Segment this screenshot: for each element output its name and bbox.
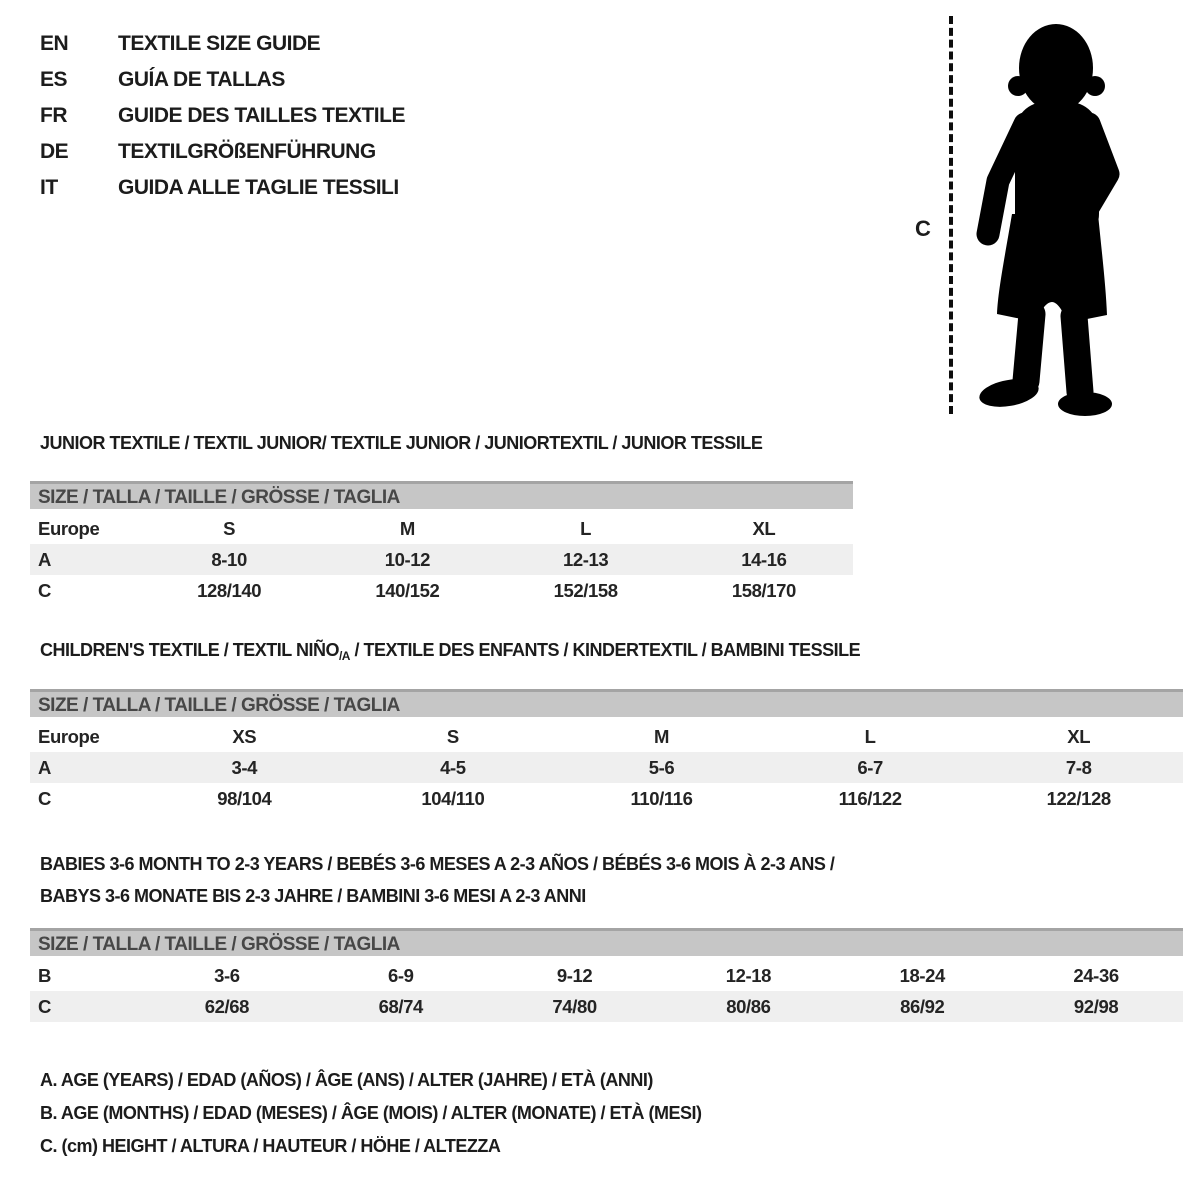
table-cell: 18-24 bbox=[899, 965, 945, 986]
table-cell: 68/74 bbox=[378, 996, 423, 1017]
table-row bbox=[30, 721, 1183, 752]
table-cell: 62/68 bbox=[204, 996, 250, 1017]
height-measure-figure bbox=[905, 14, 1175, 426]
table-cell: 152/158 bbox=[553, 580, 618, 601]
table-cell: 5-6 bbox=[648, 757, 675, 778]
table-cell: S bbox=[223, 518, 236, 539]
table-cell: 14-16 bbox=[741, 549, 787, 570]
table-row bbox=[30, 513, 853, 544]
table-cell: 158/170 bbox=[731, 580, 796, 601]
table-cell: 12-18 bbox=[725, 965, 772, 986]
table-cell: 7-8 bbox=[1065, 757, 1092, 778]
language-title-de: TEXTILGRÖßENFÜHRUNG bbox=[118, 140, 376, 163]
measure-c-label: C bbox=[915, 216, 931, 241]
table-cell: 140/152 bbox=[375, 580, 440, 601]
junior-size-table bbox=[30, 481, 853, 606]
language-code-it: IT bbox=[40, 176, 58, 199]
legend bbox=[40, 1064, 701, 1163]
legend-line-a: A. AGE (YEARS) / EDAD (AÑOS) / ÂGE (ANS) / ALTER (JAHRE) / ETÀ (ANNI) bbox=[40, 1070, 653, 1090]
table-cell: 9-12 bbox=[556, 965, 593, 986]
row-label: C bbox=[38, 788, 51, 809]
table-cell: 104/110 bbox=[421, 788, 485, 809]
babies-section-heading bbox=[40, 848, 834, 912]
language-title-en: TEXTILE SIZE GUIDE bbox=[118, 32, 321, 55]
language-title-it: GUIDA ALLE TAGLIE TESSILI bbox=[118, 176, 399, 199]
table-cell: XS bbox=[232, 726, 257, 747]
table-row bbox=[30, 544, 853, 575]
table-cell: 116/122 bbox=[838, 788, 902, 809]
row-label: A bbox=[38, 549, 51, 570]
babies-table-rows bbox=[30, 960, 1183, 1022]
language-row-fr bbox=[40, 98, 405, 134]
babies-table-size-header: SIZE / TALLA / TAILLE / GRÖSSE / TAGLIA bbox=[30, 928, 1183, 956]
babies-heading-line1: BABIES 3-6 MONTH TO 2-3 YEARS / BEBÉS 3-6 MESES A 2-3 AÑOS / BÉBÉS 3-6 MOIS À 2-3 ANS / bbox=[40, 854, 835, 874]
row-label: B bbox=[38, 965, 51, 986]
row-label: C bbox=[38, 996, 51, 1017]
table-cell: 3-6 bbox=[214, 965, 240, 986]
table-cell: 128/140 bbox=[197, 580, 262, 601]
row-label: Europe bbox=[38, 518, 100, 539]
legend-line-c: C. (cm) HEIGHT / ALTURA / HAUTEUR / HÖHE / ALTEZZA bbox=[40, 1136, 501, 1156]
table-cell: 92/98 bbox=[1073, 996, 1119, 1017]
table-cell: 122/128 bbox=[1046, 788, 1111, 809]
language-row-es bbox=[40, 62, 405, 98]
babies-size-table bbox=[30, 928, 1183, 1022]
table-cell: 24-36 bbox=[1073, 965, 1119, 986]
table-cell: XL bbox=[1067, 726, 1091, 747]
legend-line-b: B. AGE (MONTHS) / EDAD (MESES) / ÂGE (MOIS) / ALTER (MONATE) / ETÀ (MESI) bbox=[40, 1103, 702, 1123]
baby-silhouette bbox=[968, 16, 1136, 416]
table-cell: 110/116 bbox=[630, 788, 693, 809]
language-row-en bbox=[40, 26, 405, 62]
table-row bbox=[30, 575, 853, 606]
dashed-measure-line bbox=[949, 16, 953, 414]
junior-section-heading: JUNIOR TEXTILE / TEXTIL JUNIOR/ TEXTILE JUNIOR / JUNIORTEXTIL / JUNIOR TESSILE bbox=[40, 433, 763, 453]
language-code-en: EN bbox=[40, 32, 69, 55]
language-row-de bbox=[40, 134, 405, 170]
children-size-table bbox=[30, 689, 1183, 814]
junior-table-size-header: SIZE / TALLA / TAILLE / GRÖSSE / TAGLIA bbox=[30, 481, 853, 509]
children-section-heading bbox=[40, 640, 860, 663]
table-cell: XL bbox=[752, 518, 776, 539]
table-cell: S bbox=[446, 726, 459, 747]
table-row bbox=[30, 991, 1183, 1022]
language-title-list bbox=[40, 26, 405, 206]
children-table-size-header: SIZE / TALLA / TAILLE / GRÖSSE / TAGLIA bbox=[30, 689, 1183, 717]
row-label: A bbox=[38, 757, 51, 778]
table-cell: 74/80 bbox=[552, 996, 597, 1017]
language-title-fr: GUIDE DES TAILLES TEXTILE bbox=[118, 104, 405, 127]
row-label: C bbox=[38, 580, 51, 601]
table-row bbox=[30, 960, 1183, 991]
children-heading-post: / TEXTILE DES ENFANTS / KINDERTEXTIL / BAMBINI TESSILE bbox=[349, 640, 861, 660]
language-row-it bbox=[40, 170, 405, 206]
table-cell: 10-12 bbox=[384, 549, 431, 570]
table-cell: 12-13 bbox=[562, 549, 609, 570]
language-title-es: GUÍA DE TALLAS bbox=[118, 68, 285, 91]
row-label: Europe bbox=[38, 726, 100, 747]
table-cell: M bbox=[399, 518, 415, 539]
children-heading-sub: /A bbox=[338, 649, 350, 663]
language-code-es: ES bbox=[40, 68, 68, 91]
table-cell: 3-4 bbox=[231, 757, 258, 778]
babies-heading-line2: BABYS 3-6 MONATE BIS 2-3 JAHRE / BAMBINI 3-6 MESI A 2-3 ANNI bbox=[40, 886, 586, 906]
children-heading-pre: CHILDREN'S TEXTILE / TEXTIL NIÑO bbox=[40, 640, 339, 660]
table-row bbox=[30, 783, 1183, 814]
table-cell: 4-5 bbox=[440, 757, 466, 778]
table-cell: 80/86 bbox=[726, 996, 771, 1017]
table-cell: 6-9 bbox=[387, 965, 414, 986]
table-cell: 86/92 bbox=[900, 996, 945, 1017]
table-row bbox=[30, 752, 1183, 783]
table-cell: 6-7 bbox=[857, 757, 883, 778]
table-cell: 98/104 bbox=[217, 788, 272, 809]
language-code-de: DE bbox=[40, 140, 69, 163]
table-cell: 8-10 bbox=[211, 549, 247, 570]
children-table-rows bbox=[30, 721, 1183, 814]
table-cell: M bbox=[653, 726, 669, 747]
table-cell: L bbox=[864, 726, 876, 747]
table-cell: L bbox=[580, 518, 592, 539]
language-code-fr: FR bbox=[40, 104, 67, 127]
junior-table-rows bbox=[30, 513, 853, 606]
